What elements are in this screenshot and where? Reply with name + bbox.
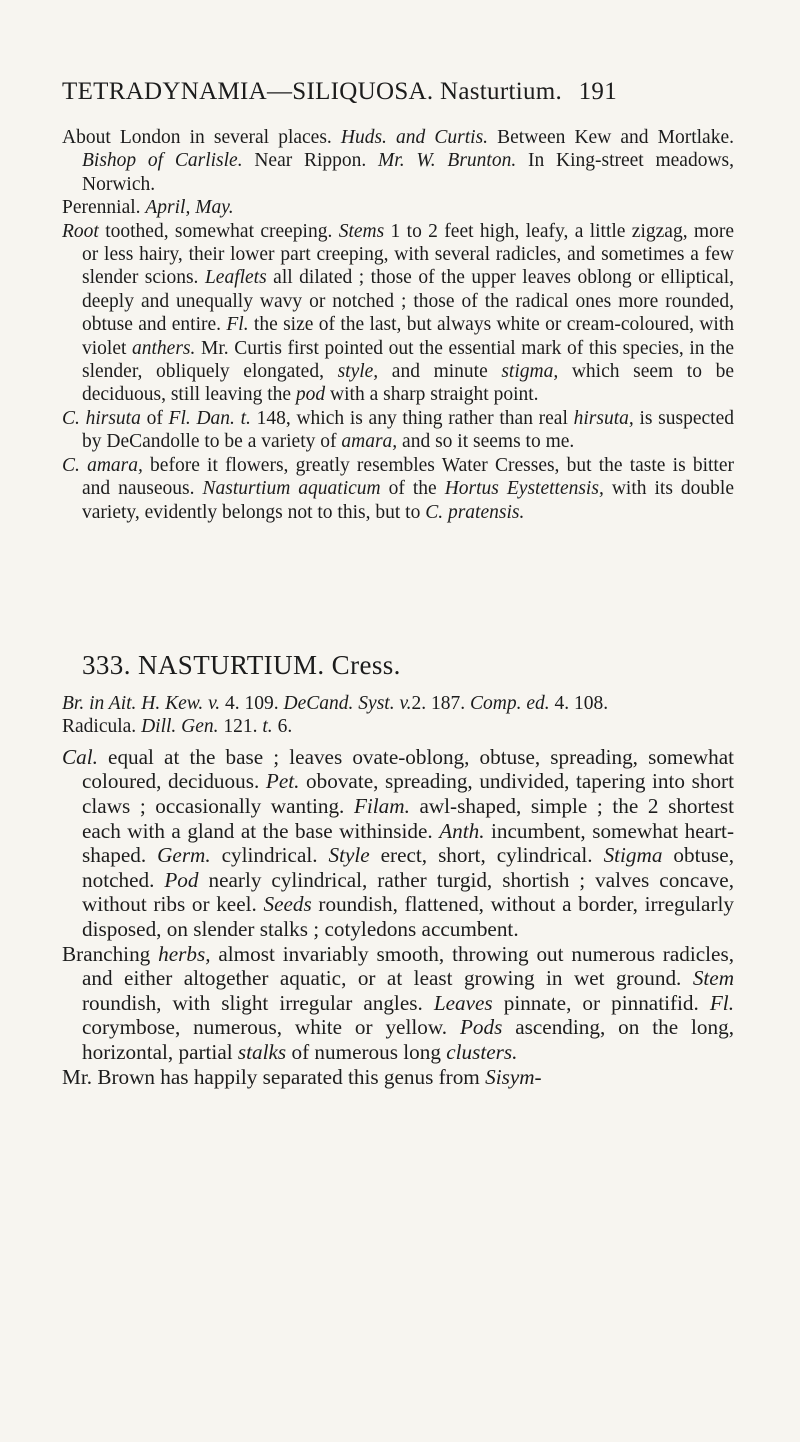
text-run: 4. 108.	[549, 693, 609, 714]
text-run: pinnate, or pinnatifid.	[492, 990, 710, 1015]
italic-run: pod	[295, 384, 326, 406]
text-run: awl-shaped, simple ; the 2 shortest each with a gland at the base withinside.	[82, 794, 734, 843]
italic-run: anthers.	[132, 337, 196, 359]
text-run: obovate, spreading, undivided, tapering into short claws ; occasionally wanting.	[82, 769, 734, 818]
italic-run: Anth.	[439, 818, 485, 843]
text-run: almost invariably smooth, throwing out numerous radicles, and either altogether aquatic, or at least growing in wet ground.	[82, 941, 734, 991]
text-run: 1 to 2 feet high, leafy, a little zigzag, more or less hairy, their lower part creeping, with several radicles, and sometimes a few slender scions.	[82, 220, 734, 289]
text-run: before it flowers, greatly resembles Water Cresses, but the taste is bitter and nauseous.	[82, 454, 734, 500]
synonym-paragraph	[62, 715, 734, 738]
text-run: 4. 109.	[220, 693, 284, 714]
text-run: 6.	[272, 716, 293, 738]
italic-run: clusters.	[446, 1039, 518, 1064]
italic-run: Pet.	[265, 769, 300, 794]
italic-run: Seeds	[263, 892, 312, 917]
text-run: About London in several places.	[62, 127, 341, 148]
text-run: ascending, on the long, horizontal, partial	[82, 1015, 734, 1064]
italic-run: DeCand. Syst. v.	[283, 693, 412, 714]
italic-run: hirsuta,	[573, 407, 634, 429]
text-run: obtuse, notched.	[82, 843, 734, 892]
text-run: cylindrical.	[210, 843, 329, 868]
italic-run: Leaflets	[204, 267, 267, 289]
habit-paragraph	[62, 942, 734, 1065]
italic-run: Cal.	[62, 744, 98, 769]
brown-note-paragraph	[62, 1065, 734, 1090]
text-run: corymbose, numerous, white or yellow.	[82, 1015, 460, 1040]
italic-run: Stigma	[603, 843, 663, 868]
text-run: nearly cylindrical, rather turgid, shortish ; valves concave, without ribs or keel.	[82, 867, 734, 917]
text-run: Near Rippon.	[242, 150, 379, 172]
text-run: and minute	[378, 361, 502, 383]
italic-run: herbs,	[158, 941, 211, 966]
italic-run: amara,	[341, 431, 398, 453]
text-run: Mr. Brown has happily separated this genus from	[62, 1064, 486, 1089]
text-run: toothed, somewhat creeping.	[98, 220, 339, 242]
italic-run: Dill. Gen.	[141, 716, 219, 738]
italic-run: Germ.	[157, 843, 211, 868]
text-run: the size of the last, but always white or cream-coloured, with violet	[82, 314, 734, 359]
text-run: all dilated ; those of the upper leaves oblong or elliptical, deeply and unequally wavy or notched ; those of the radical ones more rounded, obtuse and entire.	[82, 267, 735, 336]
italic-run: Br. in Ait. H. Kew. v.	[62, 693, 221, 714]
text-run: 148, which is any thing rather than real	[250, 407, 574, 429]
genus-section	[62, 692, 734, 1089]
text-run: which seem to be deciduous, still leaving the	[82, 361, 734, 406]
italic-run: Fl. Dan. t.	[168, 407, 251, 429]
generic-character-paragraph	[62, 745, 734, 942]
italic-run: April, May.	[145, 197, 234, 219]
text-run: 121.	[218, 716, 263, 738]
italic-run: Mr. W. Brunton.	[378, 150, 517, 172]
text-run: is suspected by DeCandolle to be a variety of	[82, 407, 734, 453]
italic-run: Huds. and Curtis.	[340, 127, 489, 148]
italic-run: C. amara,	[62, 454, 143, 476]
italic-run: Sisym-	[485, 1064, 542, 1089]
text-run: 2. 187.	[411, 693, 471, 714]
text-run: roundish, with slight irregular angles.	[82, 990, 434, 1015]
text-run: Radicula.	[62, 716, 142, 738]
text-run: erect, short, cylindrical.	[369, 843, 604, 868]
italic-run: Filam.	[353, 794, 410, 818]
italic-run: Comp. ed.	[470, 693, 550, 714]
species-notes	[62, 126, 734, 524]
italic-run: Nasturtium aquaticum	[202, 478, 381, 500]
italic-run: Root	[62, 220, 99, 242]
italic-run: t.	[262, 716, 273, 738]
italic-run: stalks	[237, 1039, 287, 1064]
text-run: equal at the base ; leaves ovate-oblong, obtuse, spreading, somewhat coloured, deciduous.	[82, 744, 734, 794]
localities-paragraph	[62, 126, 734, 196]
italic-run: Bishop of Carlisle.	[82, 150, 243, 172]
italic-run: Stem	[692, 966, 734, 991]
text-run: of the	[380, 478, 445, 500]
text-run: Perennial.	[62, 197, 146, 219]
text-run: Branching	[62, 941, 159, 966]
text-run: and so it seems to me.	[397, 431, 575, 453]
italic-run: Style	[328, 843, 370, 868]
amara-note-paragraph	[62, 454, 734, 524]
text-run: incumbent, somewhat heart-shaped.	[82, 818, 734, 868]
text-run: In King-street meadows, Norwich.	[82, 150, 734, 195]
italic-run: Leaves	[433, 990, 493, 1015]
text-run: Mr. Curtis first pointed out the essential mark of this species, in the slender, obliquely elongated,	[82, 337, 734, 383]
italic-run: Pod	[164, 867, 199, 892]
text-run: with a sharp straight point.	[325, 384, 539, 406]
description-paragraph	[62, 220, 734, 407]
italic-run: stigma,	[501, 361, 559, 383]
italic-run: Stems	[338, 220, 385, 242]
running-title: TETRADYNAMIA—SILIQUOSA. Nasturtium.	[62, 78, 563, 105]
text-run: of	[140, 407, 169, 429]
text-run: of numerous long	[286, 1039, 447, 1064]
text-run: Between Kew and Mortlake.	[488, 127, 734, 148]
text-run: with its double variety, evidently belongs not to this, but to	[82, 478, 734, 523]
running-head	[62, 78, 742, 106]
hirsuta-note-paragraph	[62, 407, 734, 454]
italic-run: Fl.	[709, 990, 734, 1015]
page-number: 191	[578, 78, 618, 105]
genus-heading: 333. NASTURTIUM. Cress.	[82, 650, 401, 680]
duration-paragraph	[62, 196, 734, 219]
italic-run: style,	[337, 361, 379, 383]
italic-run: Pods	[459, 1015, 503, 1040]
italic-run: Fl.	[226, 314, 249, 336]
italic-run: Hortus Eystettensis,	[444, 478, 604, 500]
italic-run: C. pratensis.	[425, 501, 525, 523]
italic-run: C. hirsuta	[62, 407, 141, 429]
text-run: roundish, flattened, without a border, irregularly disposed, on slender stalks ; cotyledons accumbent.	[82, 892, 734, 941]
references-paragraph	[62, 692, 734, 715]
